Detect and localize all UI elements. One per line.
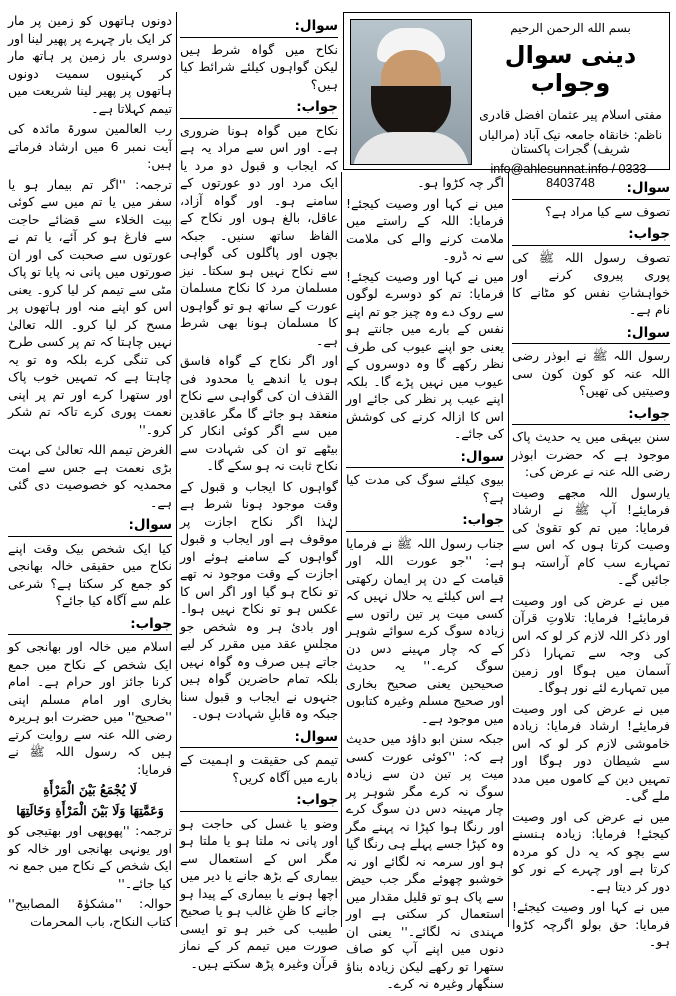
header-text: [476, 13, 665, 190]
question-text: تیمم کی حقیقت و اہمیت کے بارے میں آگاہ کریں؟: [180, 752, 338, 785]
answer-text: گواہوں کا ایجاب و قبول کے وقت موجود ہونا شرط ہے لہٰذا اگر نکاح اجازت پر موقوف ہے اور ایجاب و قبول گواہوں کے سامنے ہوئے اور اجازت کے وقت موجود نہ تھے تو نکاح ہو گیا اور اگر اس کا عکس ہو تو نکاح نہیں ہوا۔ اور بادیٔ ہر وہ شخص جو مجلسِ عقد میں مقرر کر لیے جاتے ہیں صرف وہ گواہ نہیں بلکہ تمام حاضرین گواہ ہیں جنہوں نے ایجاب و قبول سنا جبکہ وہ قابلِ شہادت ہوں۔: [180, 478, 338, 721]
column-1: [512, 174, 670, 954]
answer-label: جواب:: [346, 512, 504, 532]
paragraph: میں نے عرض کی اور وصیت فرمایئے! فرمایا: تلاوتِ قرآن اور ذکر اللہ لازم کر لو کہ اس کی وجہ سے تمہارا ذکر آسمان میں ہوگا اور زمین میں تمہارے لئے نور ہوگا۔: [512, 592, 670, 695]
question-label: سوال:: [512, 180, 670, 200]
page-title: دینی سوال وجواب: [504, 41, 637, 97]
paragraph: اگر چہ کڑوا ہو۔: [417, 175, 504, 190]
paragraph: ترجمہ: ''اگر تم بیمار ہو یا سفر میں یا تم میں سے کوئی بیت الخلاء سے قضائے حاجت سے فارغ ہو کر آئے، یا تم نے عورتوں سے صحبت کی اور ان صورتوں میں پانی نہ پایا تو پاک مٹی سے تیمم کر لیا کرو۔ یعنی اس کو اپنے منہ اور ہاتھوں پر مسح کر لیا کرو۔ اللہ تعالیٰ نہیں چاہتا کہ تم پر کسی طرح کی تنگی کرے بلکہ وہ تو یہ چاہتا ہے کہ تمہیں خوب پاک اور ستھرا کرے اور تم پر اپنی نعمت پوری کرے تاکہ تم شکر کرو۔'': [8, 176, 172, 437]
paragraph: میں نے کہا اور وصیت کیجئے! فرمایا: اللہ کے راستے میں ملامت کرنے والے کی ملامت سے نہ ڈرو۔: [346, 195, 504, 263]
answer-text: اور اگر نکاح کے گواہ فاسق ہوں یا اندھے یا محدود فی القذف ان کی گواہی سے نکاح منعقد ہو جائے گا مگر عاقدین میں سے اگر کوئی انکار کر بیٹھے تو ان کی شہادت سے نکاح ثابت نہ ہو سکے گا۔: [180, 353, 338, 473]
answer-label: جواب:: [512, 226, 670, 246]
paragraph: رب العالمین سورۃ مائدہ کی آیت نمبر 6 میں ارشاد فرماتے ہیں:: [8, 121, 172, 171]
arabic-hadith: لَا يُجْمَعُ بَيْنَ الْمَرْأَةِ: [43, 782, 137, 797]
answer-text: جبکہ سنن ابو داؤد میں حدیث ہے کہ: ''کوئی عورت کسی میت پر تین دن سے زیادہ سوگ نہ کرے مگر شوہر پر چار مہینہ دس دن سوگ کرے اور رنگا ہوا کپڑا نہ پہنے مگر وہ کپڑا جسے پہلے ہی رنگا گیا ہو اور سرمہ نہ لگائے اور نہ خوشبو چھوئے مگر جب حیض سے پاک ہو تو قلیل مقدار میں استعمال کر سکتی ہے اور مہندی نہ لگائے۔'' یعنی ان دنوں میں اپنے آپ کو صاف ستھرا تو رکھے لیکن زیادہ بناؤ سنگھار وغیرہ نہ کرے۔: [346, 731, 504, 991]
paragraph: میں نے کہا اور وصیت کیجئے! فرمایا: تم کو دوسرے لوگوں سے روک دے وہ چیز جو تم اپنے نفس کے بارے میں جانتے ہو یعنی جو اپنے عیوب کی طرف نظر رکھے گا وہ دوسروں کے عیوب میں نہیں پڑے گا۔ بلکہ اپنے عیب پر نظر کی جائے اور اس کا ازالہ کرنے کی کوشش کی جائے۔: [346, 268, 504, 441]
reference: حوالہ: ''مشکوٰۃ المصابیح'' کتاب النکاح، باب المحرمات: [8, 896, 172, 929]
question-label: سوال:: [346, 449, 504, 469]
answer-text: سنن بیہقی میں یہ حدیث پاک موجود ہے کہ حضرت ابوذر رضی اللہ عنہ نے عرض کی:: [512, 429, 670, 479]
answer-label: جواب:: [180, 99, 338, 119]
paragraph: الغرض تیمم اللہ تعالیٰ کی بہت بڑی نعمت ہے جس سے امت محمدیہ کو خصوصیت دی گئی ہے۔: [8, 442, 172, 510]
paragraph: میں نے عرض کی اور وصیت کیجئے! فرمایا: زیادہ ہنسنے سے بچو کہ یہ دل کو مردہ کرتا ہے اور چہرے کے نور کو دور کر دیتا ہے۔: [512, 808, 670, 894]
bismillah: بسم الله الرحمن الرحيم: [510, 21, 631, 35]
paragraph: میں نے کہا اور وصیت کیجئے! فرمایا: حق بولو اگرچہ کڑوا ہو۔: [512, 899, 670, 949]
question-text: نکاح میں گواہ شرط ہیں لیکن گواہوں کیلئے شرائط کیا ہیں؟: [180, 41, 338, 92]
answer-text: وضو یا غسل کی حاجت ہو اور پانی نہ ملتا ہو یا ملتا ہو مگر اس کے استعمال سے بیماری کے بڑھ جانے یا دیر میں اچھا ہونے یا بیماری کے پیدا ہو جانے کا ظنِ غالب ہو یا صحیح طبیب کی خبر ہو تو ایسی صورت میں تیمم کر کے نماز قرآن وغیرہ پڑھ سکتے ہیں۔: [180, 815, 338, 971]
paragraph: دونوں ہاتھوں کو زمین پر مار کر ایک بار چہرے پر پھیر لینا اور دوسری بار زمین پر ہاتھ مار کر کہنیوں سمیت دونوں ہاتھوں پر پھیر لینا شریعت میں تیمم کہلاتا ہے۔: [8, 13, 172, 116]
answer-label: جواب:: [8, 616, 172, 636]
answer-text: نکاح میں گواہ ہونا ضروری ہے۔ اور اس سے مراد یہ ہے کہ ایجاب و قبول دو مرد یا ایک مرد اور دو عورتوں کے سامنے ہو۔ اور گواہ آزاد، عاقل، بالغ ہوں اور نکاح کے الفاظ ساتھ سنیں۔ جبکہ بچوں اور پاگلوں کی گواہی سے نکاح نہیں ہو سکتا۔ نیز مسلمان مرد کا نکاح مسلمان عورت کے ساتھ ہو تو گواہوں کا مسلمان ہونا بھی شرط ہے۔: [180, 122, 338, 348]
question-label: سوال:: [180, 729, 338, 749]
column-4: [8, 12, 172, 933]
arabic-hadith: وَعَمَّتِهَا وَلَا بَيْنَ الْمَرْأَةِ وَخَالَتِهَا: [16, 802, 164, 818]
question-label: سوال:: [180, 18, 338, 38]
author-name: مفتی اسلام پیر عثمان افضل قادری: [479, 107, 662, 122]
question-text: کیا ایک شخص بیک وقت اپنے نکاح میں حقیقی خالہ بھانجی کو جمع کر سکتا ہے؟ شرعی علم سے آگاہ کیا جائے؟: [8, 540, 172, 608]
answer-text: اسلام میں خالہ اور بھانجی کو ایک شخص کے نکاح میں جمع کرنا جائز اور حرام ہے۔ امام بخاری اور امام مسلم اپنی ''صحیح'' میں حضرت ابو ہریرہ رضی اللہ عنہ سے روایت کرتے ہیں کہ رسول اللہ ﷺ نے فرمایا:: [8, 639, 172, 777]
paragraph: یارسول اللہ مجھے وصیت فرمایئے! آپ ﷺ نے ارشاد فرمایا: میں تم کو تقویٰ کی وصیت کرتا ہوں کہ اس سے تمہارے سب کام آراستہ ہو جائیں گے۔: [512, 484, 670, 587]
paragraph: میں نے عرض کی اور وصیت فرمایئے! ارشاد فرمایا: زیادہ خاموشی لازم کر لو کہ اس سے شیطان دور ہوگا اور تمہیں دین کے کاموں میں مدد ملے گی۔: [512, 700, 670, 803]
author-address: ناظم: خانقاہ جامعہ نیک آباد (مرالیاں شریف) گجرات پاکستان: [478, 128, 663, 156]
contact-info: info@ahlesunnat.info / 0333-8403748: [490, 162, 651, 190]
column-2: [346, 174, 504, 996]
question-label: سوال:: [8, 517, 172, 537]
question-text: رسول اللہ ﷺ نے ابوذر رضی اللہ عنہ کو کون کون سی وصیتیں کی تھیں؟: [512, 348, 670, 398]
question-label: سوال:: [512, 325, 670, 345]
author-photo: [350, 19, 472, 165]
question-text: بیوی کیلئے سوگ کی مدت کیا ہے؟: [346, 472, 504, 505]
column-3: [180, 12, 338, 975]
translation: ترجمہ: ''پھوپھی اور بھتیجی کو اور یونہی بھانجی اور خالہ کو ایک شخص کے نکاح میں جمع نہ کیا جائے۔'': [8, 823, 172, 891]
answer-label: جواب:: [512, 406, 670, 426]
answer-text: تصوف رسول اللہ ﷺ کی پوری پیروی کرنے اور خواہشاتِ نفس کو مٹانے کا نام ہے۔: [512, 249, 670, 317]
answer-text: جناب رسول اللہ ﷺ نے فرمایا ہے: ''جو عورت اللہ اور قیامت کے دن پر ایمان رکھتی ہے اس کیلئے یہ حلال نہیں کہ کسی میت پر تین راتوں سے زیادہ سوگ کرے سوائے شوہر کے کہ چار مہینے دس دن سوگ کرے۔'' یہ حدیث صحیحین یعنی صحیح بخاری اور صحیح مسلم وغیرہ کتابوں میں موجود ہے۔: [346, 535, 504, 726]
question-text: تصوف سے کیا مراد ہے؟: [545, 203, 670, 219]
answer-label: جواب:: [180, 792, 338, 812]
